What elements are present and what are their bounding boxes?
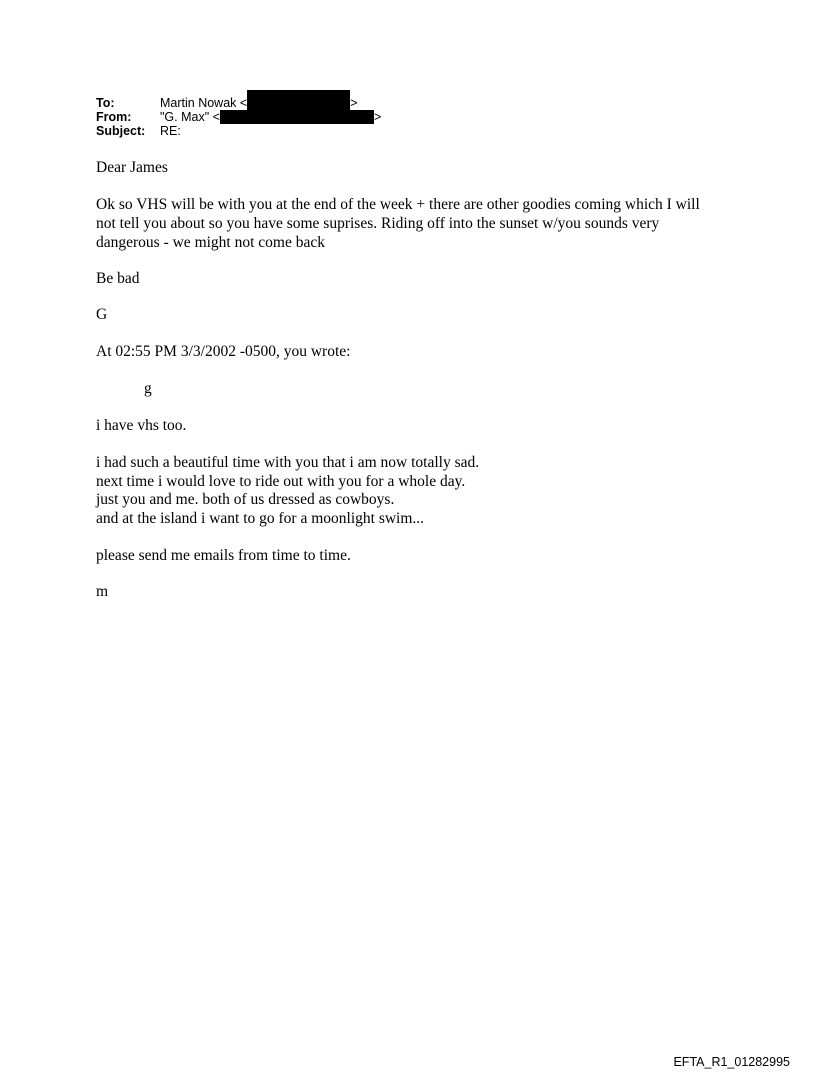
from-value: "G. Max" < bbox=[160, 110, 220, 124]
quoted-line: g bbox=[144, 380, 152, 397]
to-value: Martin Nowak < bbox=[160, 96, 248, 110]
signoff: Be bad bbox=[96, 270, 140, 287]
body-line: dangerous - we might not come back bbox=[96, 234, 325, 251]
from-close-bracket: > bbox=[373, 110, 382, 124]
from-label: From: bbox=[96, 110, 132, 124]
body-line: not tell you about so you have some suprises. Riding off into the sunset w/you sounds very bbox=[96, 215, 660, 232]
body-line: Ok so VHS will be with you at the end of the week + there are other goodies coming which I will bbox=[96, 196, 700, 213]
quoted-line: next time i would love to ride out with you for a whole day. bbox=[96, 473, 466, 490]
to-label: To: bbox=[96, 96, 115, 110]
to-row bbox=[96, 96, 381, 110]
redacted-block bbox=[220, 110, 374, 124]
signature: G bbox=[96, 306, 108, 323]
redacted-block bbox=[247, 90, 350, 110]
quoted-line: i have vhs too. bbox=[96, 417, 187, 434]
quoted-line: please send me emails from time to time. bbox=[96, 547, 351, 564]
quoted-line: just you and me. both of us dressed as cowboys. bbox=[96, 491, 395, 508]
to-close-bracket: > bbox=[350, 96, 358, 110]
subject-row bbox=[96, 124, 381, 138]
quoted-signature: m bbox=[96, 583, 109, 600]
greeting: Dear James bbox=[96, 159, 168, 176]
subject-label: Subject: bbox=[96, 124, 146, 138]
document-id: EFTA_R1_01282995 bbox=[673, 1055, 790, 1069]
quote-intro: At 02:55 PM 3/3/2002 -0500, you wrote: bbox=[96, 343, 351, 360]
quoted-line: and at the island i want to go for a moonlight swim... bbox=[96, 510, 425, 527]
subject-value: RE: bbox=[160, 124, 181, 138]
quoted-line: i had such a beautiful time with you that i am now totally sad. bbox=[96, 454, 480, 471]
from-row bbox=[96, 110, 381, 124]
email-header bbox=[96, 96, 381, 138]
